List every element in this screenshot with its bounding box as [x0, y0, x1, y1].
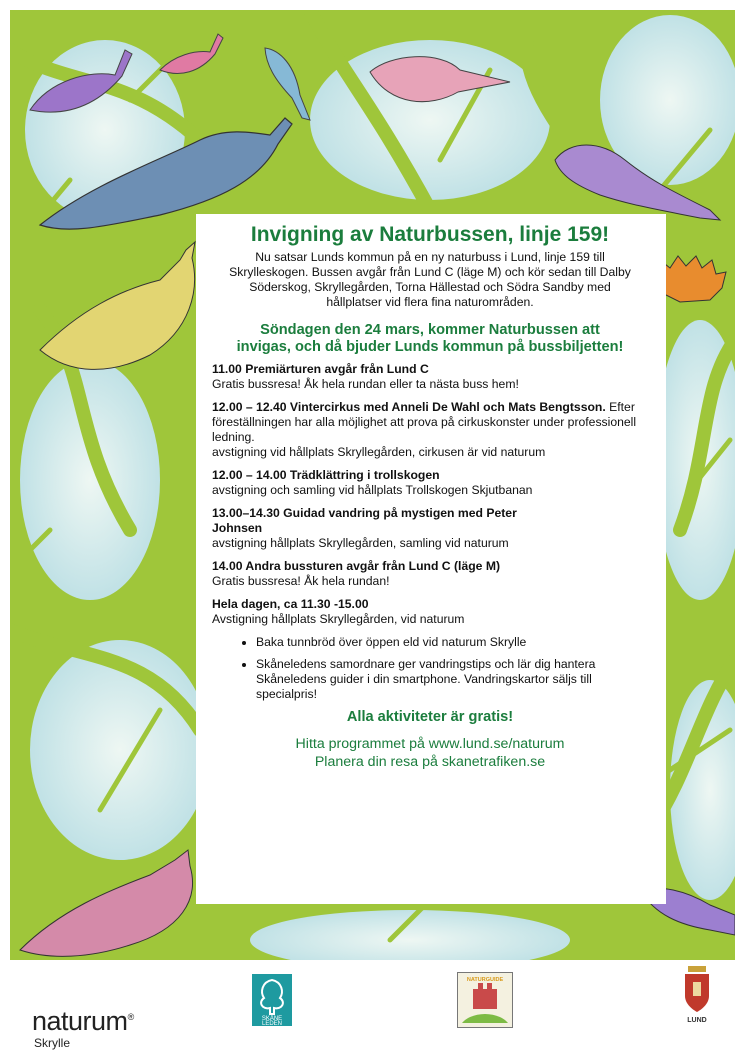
- event-heading: 13.00–14.30 Guidad vandring på mystigen med Peter Johnsen: [212, 506, 517, 535]
- coat-of-arms-icon: [682, 966, 712, 1024]
- skaneleden-logo: [252, 974, 292, 1026]
- event-item: [212, 506, 650, 551]
- naturum-logo-sub: Skrylle: [34, 1036, 71, 1050]
- event-heading: 14.00 Andra bussturen avgår från Lund C (läge M): [212, 559, 501, 573]
- event-content: [210, 222, 650, 771]
- event-text: Gratis bussresa! Åk hela rundan eller ta nästa buss hem!: [212, 377, 519, 391]
- event-item: [212, 559, 650, 589]
- naturguide-text: NATURGUIDE: [466, 977, 504, 983]
- lund-logo: [682, 966, 712, 1024]
- lund-logo-text: LUND: [687, 1017, 707, 1024]
- naturum-logo: [32, 1006, 134, 1037]
- travel-link[interactable]: Planera din resa på skanetrafiken.se: [314, 754, 546, 770]
- intro-text: Nu satsar Lunds kommun på en ny naturbuss i Lund, linje 159 till Skrylleskogen. Bussen avgår från Lund C (läge M) och kör sedan till Dalby Söderskog, Skryllegården, Torna Hällestad och Södra Sandby med hållplatser vid flera fina naturområden.: [229, 250, 631, 309]
- list-item: • Baka tunnbröd över öppen eld vid naturum Skrylle: [256, 635, 650, 650]
- event-item: [212, 362, 650, 392]
- event-heading: 12.00 – 12.40 Vintercirkus med Anneli De Wahl och Mats Bengtsson.: [212, 400, 606, 414]
- list-item: • Skåneledens samordnare ger vandringstips och lär dig hantera Skåneledens guider i din smartphone. Vandringskartor säljs till specialpris!: [256, 657, 650, 702]
- skaneleden-text: SKÅNE: [261, 1016, 283, 1022]
- event-item: [212, 468, 650, 498]
- registered-mark: ®: [127, 1012, 134, 1022]
- event-item: [212, 597, 650, 627]
- event-text: Avstigning hållplats Skryllegården, vid naturum: [212, 612, 465, 626]
- event-heading: 12.00 – 14.00 Trädklättring i trollskogen: [212, 468, 440, 482]
- program-link[interactable]: Hitta programmet på www.lund.se/naturum: [295, 736, 565, 752]
- activity-list: [210, 635, 650, 702]
- naturguide-logo: [457, 972, 513, 1028]
- event-text: avstigning hållplats Skryllegården, samling vid naturum: [212, 536, 509, 550]
- skaneleden-text: LEDEN: [261, 1021, 283, 1026]
- event-text: Efter föreställningen har alla möjlighet att prova på cirkuskonster under professionell ledning.: [212, 400, 637, 444]
- event-heading: 11.00 Premiärturen avgår från Lund C: [212, 362, 429, 376]
- event-text: avstigning och samling vid hållplats Trollskogen Skjutbanan: [212, 483, 533, 497]
- free-notice: Alla aktiviteter är gratis!: [346, 709, 514, 725]
- event-text: avstigning vid hållplats Skryllegården, cirkusen är vid naturum: [212, 445, 546, 459]
- event-heading: Hela dagen, ca 11.30 -15.00: [212, 597, 369, 611]
- page-title: Invigning av Naturbussen, linje 159!: [250, 223, 610, 246]
- tree-icon: [252, 974, 292, 1026]
- naturum-logo-text: naturum: [32, 1006, 128, 1036]
- headline: Söndagen den 24 mars, kommer Naturbussen att invigas, och då bjuder Lunds kommun på bussbiljetten!: [236, 322, 624, 355]
- event-item: [212, 400, 650, 460]
- event-text: Gratis bussresa! Åk hela rundan!: [212, 574, 390, 588]
